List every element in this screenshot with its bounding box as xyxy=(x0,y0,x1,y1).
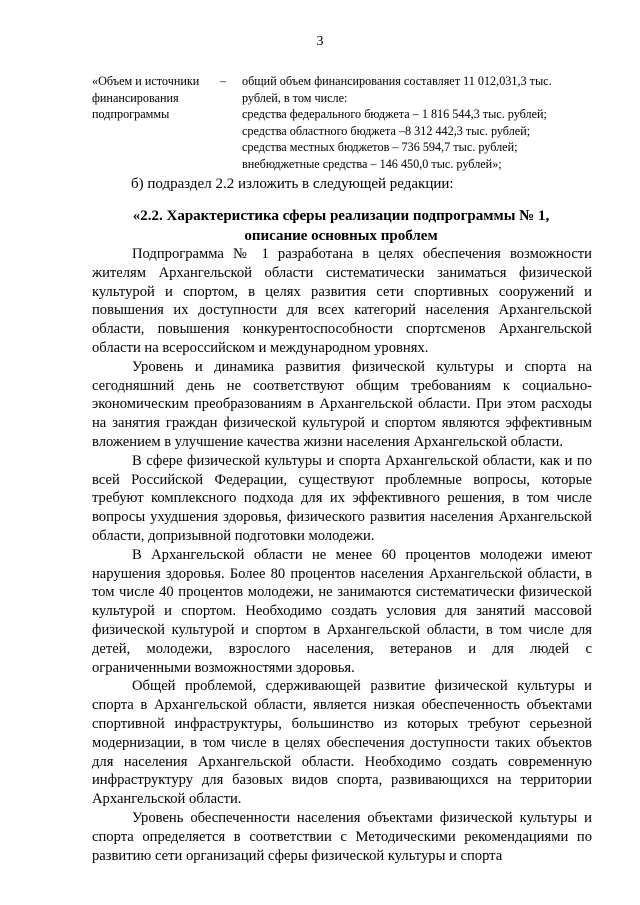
section-heading-line: «2.2. Характеристика сферы реализации подпрограммы № 1, xyxy=(132,208,550,224)
funding-details xyxy=(242,73,592,173)
section-heading xyxy=(92,206,590,246)
funding-block xyxy=(92,73,592,173)
funding-label-line: «Объем и источники xyxy=(92,74,200,88)
funding-line: средства местных бюджетов – 736 594,7 тыс. рублей; xyxy=(242,140,518,155)
funding-line: средства федерального бюджета – 1 816 544,3 тыс. рублей; xyxy=(242,107,547,122)
section-heading-line: описание основных проблем xyxy=(244,228,438,244)
funding-dash: – xyxy=(220,74,227,88)
funding-line: средства областного бюджета –8 312 442,3 тыс. рублей; xyxy=(242,123,531,138)
paragraph: Общей проблемой, сдерживающей развитие физической культуры и спорта в Архангельской области, является низкая обеспеченность объектами спортивной инфраструктуры, большинство из которых требуют серьезной модернизации, в том числе в целях обеспечения доступности таких объектов для населения Архангельской области. Необходимо создать современную инфраструктуру для базовых видов спорта, развивающихся на территории Архангельской области. xyxy=(92,678,592,808)
paragraph: Уровень и динамика развития физической культуры и спорта на сегодняшний день не соответствуют общим требованиям к социально-экономическим преобразованиям в Архангельской области. При этом расходы на занятия граждан физической культурой и спортом являются эффективным вложением в улучшение качества жизни населения Архангельской области. xyxy=(92,358,592,450)
subsection-note: б) подраздел 2.2 изложить в следующей редакции: xyxy=(131,176,454,192)
funding-label-line: финансирования xyxy=(92,90,179,105)
funding-line: внебюджетные средства – 146 450,0 тыс. рублей»; xyxy=(242,156,502,171)
funding-line: общий объем финансирования составляет 11 012,031,3 тыс. xyxy=(242,74,552,88)
body-text xyxy=(92,245,592,865)
funding-label-line: подпрограммы xyxy=(92,107,170,122)
funding-line: рублей, в том числе: xyxy=(242,90,348,105)
funding-label xyxy=(92,73,220,173)
paragraph: В Архангельской области не менее 60 процентов молодежи имеют нарушения здоровья. Более 80 процентов населения Архангельской области, в том числе 40 процентов молодежи, не занимаются систематически физической культурой и спортом. Необходимо создать условия для занятий массовой физической культурой и спортом в Архангельской области, в том числе для детей, молодежи, взрослого населения, ветеранов и для людей с ограниченными возможностями здоровья. xyxy=(92,546,592,676)
paragraph: Подпрограмма № 1 разработана в целях обеспечения возможности жителям Архангельской области систематически заниматься физической культурой и спортом, в целях развития сети спортивных сооружений и повышения их доступности для всех категорий населения Архангельской области, повышения конкурентоспособности спортсменов Архангельской области на всероссийском и международном уровнях. xyxy=(92,246,592,356)
paragraph: В сфере физической культуры и спорта Архангельской области, как и по всей Российской Федерации, существуют проблемные вопросы, которые требуют комплексного подхода для их эффективного решения, в том числе вопросы ухудшения здоровья, физического развития населения Архангельской области, допризывной подготовки молодежи. xyxy=(92,452,592,544)
page-number: 3 xyxy=(316,34,324,49)
funding-row xyxy=(92,73,592,173)
paragraph: Уровень обеспеченности населения объектами физической культуры и спорта определяется в соответствии с Методическими рекомендациями по развитию сети организаций сферы физической культуры и спорта xyxy=(92,809,592,864)
